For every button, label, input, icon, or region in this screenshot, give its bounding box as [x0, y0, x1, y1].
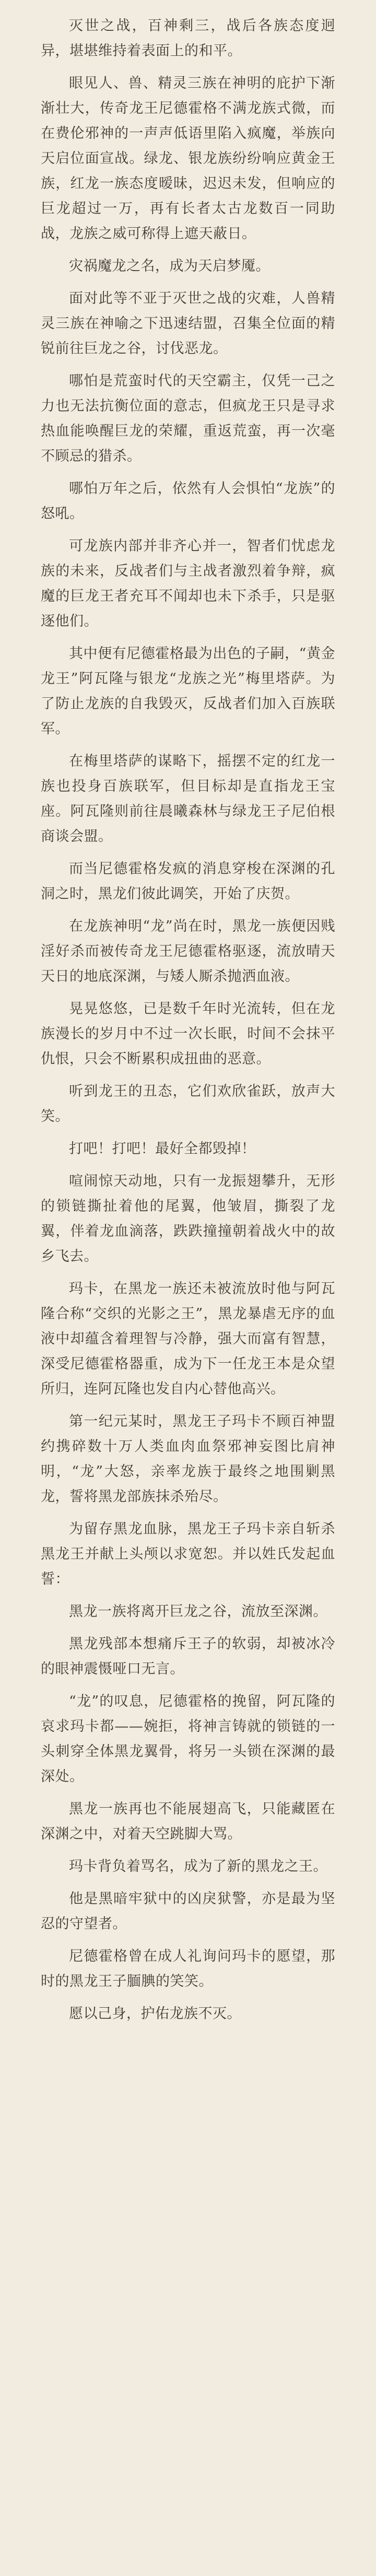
article-body — [41, 14, 335, 2027]
paragraph: 其中便有尼德霍格最为出色的子嗣，“黄金龙王”阿瓦隆与银龙“龙族之光”梅里塔萨。为了防止龙族的自我毁灭，反战者们加入百族联军。 — [41, 646, 335, 737]
paragraph: 可龙族内部并非齐心并一，智者们忧虑龙族的未来，反战者们与主战者激烈着争辩，疯魔的巨龙王者充耳不闻却也未下杀手，只是驱逐他们。 — [41, 538, 335, 629]
paragraph: 打吧！打吧！最好全都毁掉！ — [69, 1141, 256, 1157]
paragraph: 玛卡背负着骂名，成为了新的黑龙之王。 — [69, 1858, 327, 1875]
paragraph: 眼见人、兽、精灵三族在神明的庇护下渐渐壮大，传奇龙王尼德霍格不满龙族式微，而在费伦邪神的一声声低语里陷入疯魔，举族向天启位面宣战。绿龙、银龙族纷纷响应黄金王族，红龙一族态度暧昧，迟迟未发，但响应的巨龙超过一万，再有长者太古龙数百一同助战，龙族之威可称得上遮天蔽日。 — [41, 75, 335, 242]
paragraph: 听到龙王的丑态，它们欢欣雀跃，放声大笑。 — [41, 1083, 335, 1125]
paragraph: 愿以己身，护佑龙族不灭。 — [69, 2006, 241, 2022]
paragraph: 为留存黑龙血脉，黑龙王子玛卡亲自斩杀黑龙王并献上头颅以求宽恕。并以姓氏发起血誓： — [41, 1521, 335, 1587]
paragraph: 灭世之战，百神剩三，战后各族态度迥异，堪堪维持着表面上的和平。 — [41, 18, 335, 59]
paragraph: 面对此等不亚于灭世之战的灾难，人兽精灵三族在神喻之下迅速结盟，召集全位面的精锐前往巨龙之谷，讨伐恶龙。 — [41, 290, 335, 357]
paragraph: 玛卡，在黑龙一族还未被流放时他与阿瓦隆合称“交织的光影之王”，黑龙暴虐无序的血液中却蕴含着理智与冷静，强大而富有智慧，深受尼德霍格器重，成为下一任龙王本是众望所归，连阿瓦隆也发自内心替他高兴。 — [41, 1281, 335, 1397]
paragraph: 哪怕是荒蛮时代的天空霸主，仅凭一己之力也无法抗衡位面的意志，但疯龙王只是寻求热血能唤醒巨龙的荣耀，重返荒蛮，再一次毫不顾忌的猎杀。 — [41, 373, 335, 464]
paragraph: 晃晃悠悠，已是数千年时光流转，但在龙族漫长的岁月中不过一次长眠，时间不会抹平仇恨，只会不断累积成扭曲的恶意。 — [41, 1001, 335, 1067]
paragraph: 黑龙残部本想痛斥王子的软弱，却被冰冷的眼神震慑哑口无言。 — [41, 1636, 335, 1677]
paragraph: 哪怕万年之后，依然有人会惧怕“龙族”的怒吼。 — [41, 481, 335, 522]
paragraph: “龙”的叹息，尼德霍格的挽留，阿瓦隆的哀求玛卡都——婉拒，将神言铸就的锁链的一头刺穿全体黑龙翼骨，将另一头锁在深渊的最深处。 — [41, 1693, 335, 1785]
paragraph: 尼德霍格曾在成人礼询问玛卡的愿望，那时的黑龙王子腼腆的笑笑。 — [41, 1948, 335, 1989]
paragraph: 黑龙一族将离开巨龙之谷，流放至深渊。 — [69, 1603, 327, 1620]
paragraph: 灾祸魔龙之名，成为天启梦魇。 — [69, 258, 270, 274]
paragraph: 他是黑暗牢狱中的凶戾狱警，亦是最为坚忍的守望者。 — [41, 1891, 335, 1932]
paragraph: 黑龙一族再也不能展翅高飞，只能藏匿在深渊之中，对着天空跳脚大骂。 — [41, 1801, 335, 1842]
paragraph: 在龙族神明“龙”尚在时，黑龙一族便因贱淫好杀而被传奇龙王尼德霍格驱逐，流放晴天天日的地底深渊，与矮人厮杀抛洒血液。 — [41, 918, 335, 985]
paragraph: 在梅里塔萨的谋略下，摇摆不定的红龙一族也投身百族联军，但目标却是直指龙王宝座。阿瓦隆则前往晨曦森林与绿龙王子尼伯根商谈会盟。 — [41, 753, 335, 845]
paragraph: 喧闹惊天动地，只有一龙振翅攀升，无形的锁链撕扯着他的尾翼，他皱眉，撕裂了龙翼，伴着龙血滴落，跌跌撞撞朝着战火中的故乡飞去。 — [41, 1173, 335, 1264]
paragraph: 第一纪元某时，黑龙王子玛卡不顾百神盟约携碎数十万人类血肉血祭邪神妄图比肩神明，“龙”大怒，亲率龙族于最终之地围剿黑龙，誓将黑龙部族抹杀殆尽。 — [41, 1413, 335, 1505]
paragraph: 而当尼德霍格发疯的消息穿梭在深渊的孔洞之时，黑龙们彼此调笑，开始了庆贺。 — [41, 861, 335, 902]
